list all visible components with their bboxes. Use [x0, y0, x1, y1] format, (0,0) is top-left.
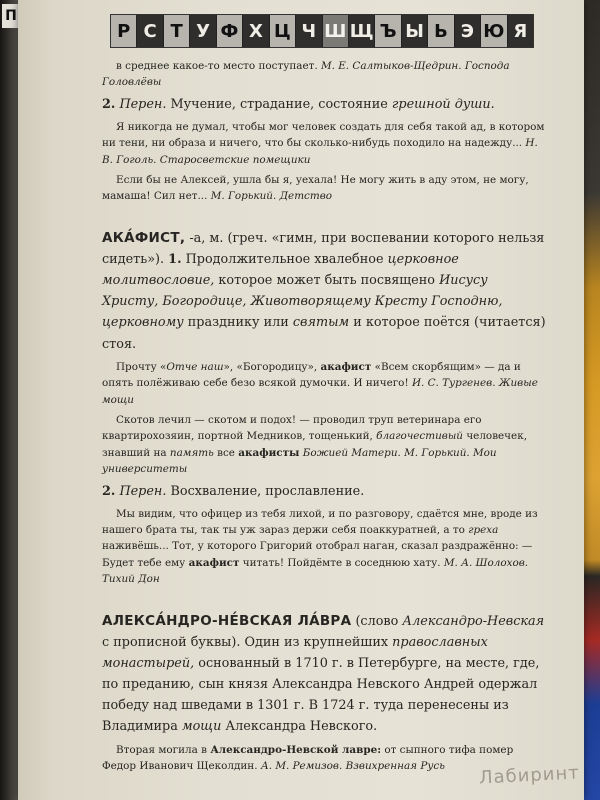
- headword: АКА́ФИСТ,: [102, 229, 186, 246]
- watermark-logo: Лабиринт: [478, 762, 581, 789]
- alphabet-letter: Щ: [349, 15, 375, 47]
- alphabet-letter: Ъ: [375, 15, 401, 47]
- left-alphabet-tab: П: [2, 4, 20, 28]
- citation: Вторая могила в Александро-Невской лавре: от сыпного тифа помер Федор Иванович Щеколдин. А. М. Ремизов. Взвихренная Русь: [102, 743, 514, 773]
- sense-paragraph: 2. Перен. Восхваление, прославление.: [102, 483, 365, 499]
- alphabet-letter: Ц: [270, 15, 296, 47]
- entry-alexander-nevsky-lavra: АЛЕКСА́НДРО-НЕ́ВСКАЯ ЛА́ВРА (слово Александро-Невская с прописной буквы). Один из крупнейших православных монастырей, основанный в 1710 г. в Петербурге, на месте, где, по преданию, сын князя Александра Невского Андрей одержал победу над шведами в 1301 г. В 1724 г. туда перенесены из Владимира мощи Александра Невского.: [102, 612, 545, 735]
- citation: Мы видим, что офицер из тебя лихой, и по разговору, сдаётся мне, вроде из нашего брата ты, так ты уж зараз держи себя поаккуратней, а то греха наживёшь... Тот, у которого Григорий отобрал наган, сказал раздражённо: — Будет тебе ему акафист читать! Пойдёмте в соседнюю хату. М. А. Шолохов. Тихий Дон: [102, 507, 538, 586]
- alphabet-letter: Э: [455, 15, 481, 47]
- headword: АЛЕКСА́НДРО-НЕ́ВСКАЯ ЛА́ВРА: [102, 612, 352, 629]
- alphabet-letter: Ф: [217, 15, 243, 47]
- dictionary-page: [18, 0, 584, 800]
- alphabet-letter: Х: [243, 15, 269, 47]
- citation: Прочту «Отче наш», «Богородицу», акафист «Всем скорбящим» — да и опять полёживаю себе безо всякой думочки. И ничего! И. С. Тургенев. Живые мощи: [102, 360, 538, 406]
- alphabet-letter: У: [190, 15, 216, 47]
- citation: в среднее какое-то место поступает. М. Е. Салтыков-Щедрин. Господа Головлёвы: [102, 60, 510, 89]
- alphabet-letter: Ю: [481, 15, 507, 47]
- alphabet-letter: Ч: [296, 15, 322, 47]
- page-content: [102, 58, 546, 778]
- alphabet-letter: Ь: [428, 15, 454, 47]
- alphabet-index-bar: [110, 14, 534, 48]
- alphabet-letter: Ш: [323, 15, 349, 47]
- citation: Я никогда не думал, чтобы мог человек создать для себя такой ад, в котором ни тени, ни образа и ничего, что бы сколько-нибудь походило на надежду... Н. В. Гоголь. Старосветские помещики: [102, 120, 545, 166]
- citation: Скотов лечил — скотом и подох! — проводил труп ветеринара его квартирохозяин, портной Медников, тощенький, благочестивый человечек, знавший на память все акафисты Божией Матери. М. Горький. Мои университеты: [102, 414, 528, 476]
- entry-akafist: АКА́ФИСТ, -а, м. (греч. «гимн, при воспевании которого нельзя сидеть»). 1. Продолжительное хвалебное церковное молитвословие, которое может быть посвящено Иисусу Христу, Богородице, Животворящему Кресту Господню, церковному празднику или святым и которое поётся (читается) стоя.: [102, 229, 546, 352]
- alphabet-letter: Р: [111, 15, 137, 47]
- alphabet-letter: С: [137, 15, 163, 47]
- alphabet-letter: Т: [164, 15, 190, 47]
- alphabet-letter: Ы: [402, 15, 428, 47]
- sense-paragraph: 2. Перен. Мучение, страдание, состояние грешной души.: [102, 96, 495, 112]
- alphabet-letter: Я: [508, 15, 533, 47]
- citation: Если бы не Алексей, ушла бы я, уехала! Не могу жить в аду этом, не могу, мамаша! Сил нет... М. Горький. Детство: [102, 174, 529, 203]
